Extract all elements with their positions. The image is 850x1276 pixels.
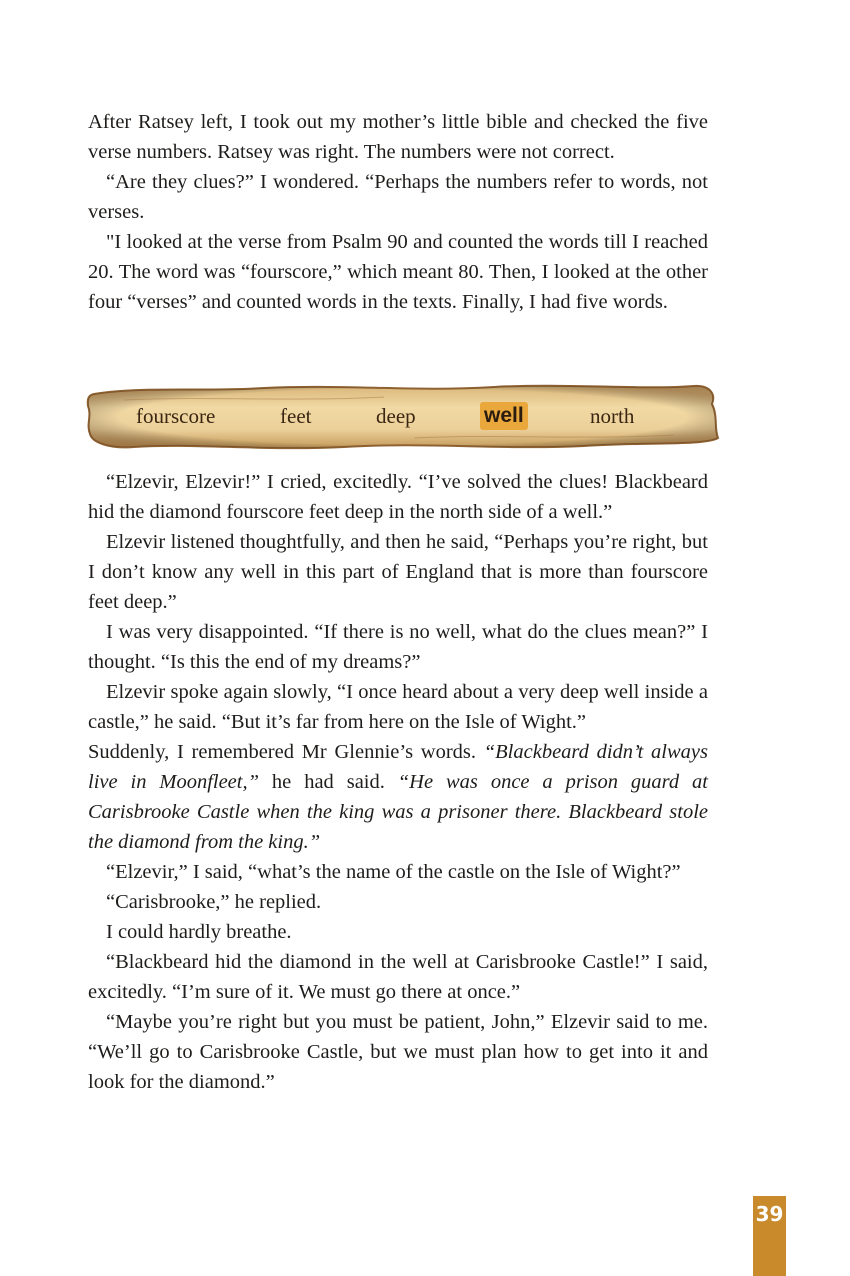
paragraph: “Maybe you’re right but you must be patient, John,” Elzevir said to me. “We’ll go to Carisbrooke Castle, but we must plan how to get into it and look for the diamond.” xyxy=(88,1011,708,1093)
paragraph: Elzevir listened thoughtfully, and then he said, “Perhaps you’re right, but I don’t know any well in this part of England that is more than fourscore feet deep.” xyxy=(88,531,708,613)
paragraph: “Are they clues?” I wondered. “Perhaps the numbers refer to words, not verses. xyxy=(88,171,708,223)
paragraph: “Carisbrooke,” he replied. xyxy=(106,891,322,913)
glennie-intro: Suddenly, I remembered Mr Glennie’s words. xyxy=(88,741,484,763)
paragraph: “Elzevir,” I said, “what’s the name of the castle on the Isle of Wight?” xyxy=(106,861,681,883)
paragraph: Elzevir spoke again slowly, “I once heard about a very deep well inside a castle,” he said. “But it’s far from here on the Isle of Wight.” xyxy=(88,681,708,733)
paragraph: I could hardly breathe. xyxy=(106,921,292,943)
glennie-mid: he had said. xyxy=(259,771,398,793)
paragraph: “Blackbeard hid the diamond in the well at Carisbrooke Castle!” I said, excitedly. “I’m sure of it. We must go there at once.” xyxy=(88,951,708,1003)
text-block-top xyxy=(88,107,708,317)
glennie-quote: “He was once a prison guard at Carisbrooke Castle when the king was a prisoner there. Blackbeard stole the diamond from the king.” xyxy=(88,771,708,853)
glennie-quote: “Blackbeard didn’t always live in Moonfleet,” xyxy=(88,741,708,793)
paragraph: After Ratsey left, I took out my mother’s little bible and checked the five verse numbers. Ratsey was right. The numbers were not correct. xyxy=(88,111,708,163)
text-block-bottom xyxy=(88,467,708,1097)
page-number: 39 xyxy=(755,1202,784,1226)
paragraph: I was very disappointed. “If there is no well, what do the clues mean?” I thought. “Is this the end of my dreams?” xyxy=(88,621,708,673)
scroll-word: north xyxy=(590,404,635,428)
scroll-word: feet xyxy=(280,404,312,428)
scroll-word: fourscore xyxy=(136,404,216,428)
scroll-word: deep xyxy=(376,404,416,428)
paragraph: “Elzevir, Elzevir!” I cried, excitedly. “I’ve solved the clues! Blackbeard hid the diamond fourscore feet deep in the north side of a well.” xyxy=(88,471,708,523)
page-number-tab xyxy=(753,1196,786,1276)
parchment-scroll xyxy=(84,380,720,452)
paragraph-glennie xyxy=(88,737,708,857)
scroll-word-highlighted: well xyxy=(480,402,528,430)
paragraph: "I looked at the verse from Psalm 90 and counted the words till I reached 20. The word was “fourscore,” which meant 80. Then, I looked at the other four “verses” and counted words in the texts. Finally, I had five words. xyxy=(88,231,708,313)
